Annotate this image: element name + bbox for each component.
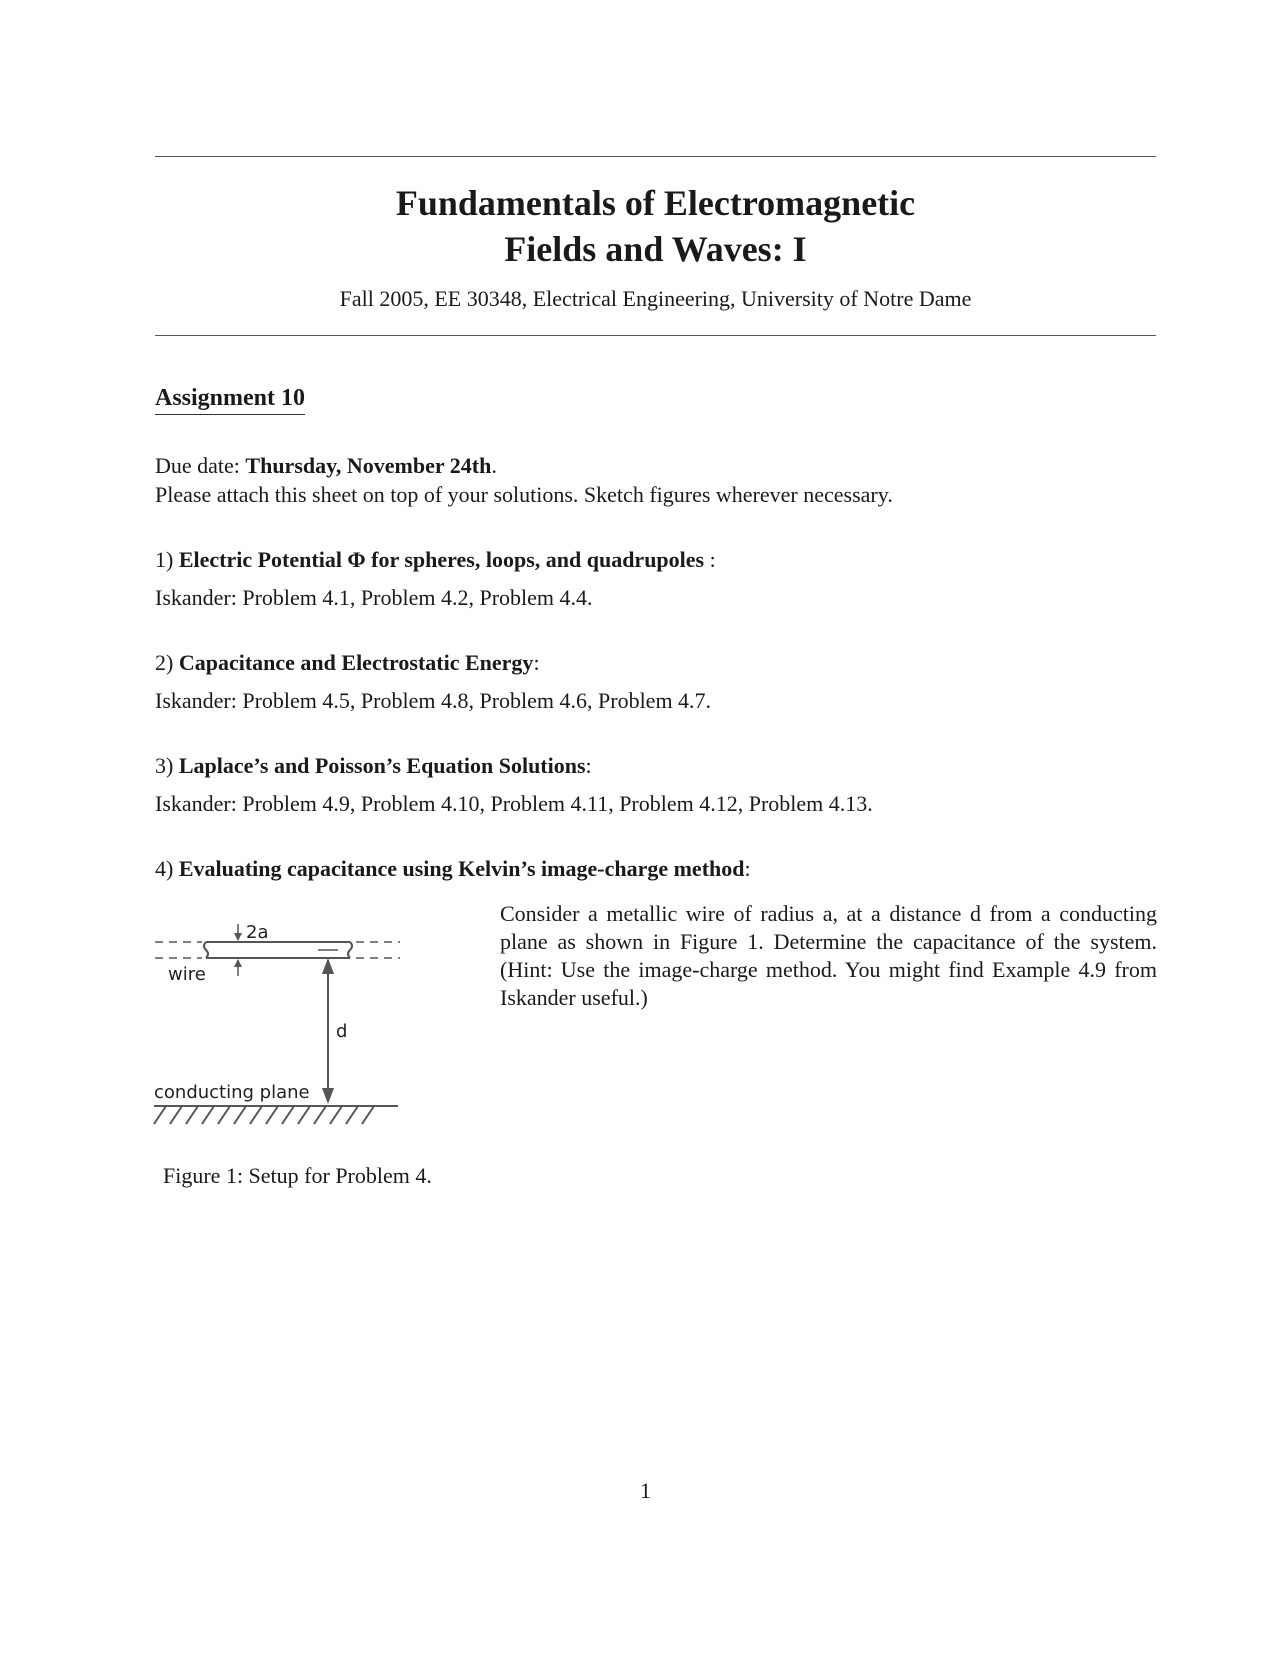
title-line-1: Fundamentals of Electromagnetic [395, 183, 916, 223]
problem-4-title: Evaluating capacitance using Kelvin’s image-charge method [178, 856, 745, 881]
d-arrow-up [322, 958, 334, 974]
d-arrow-down [322, 1088, 334, 1104]
problem-2-body: Iskander: Problem 4.5, Problem 4.8, Problem 4.6, Problem 4.7. [155, 688, 712, 713]
label-2a: 2a [246, 922, 269, 943]
page-title [155, 180, 1156, 272]
label-conducting-plane: conducting plane [154, 1082, 310, 1103]
wire-break-right [348, 942, 352, 958]
title-line-2: Fields and Waves: I [504, 229, 807, 269]
problem-1-number: 1) [155, 547, 179, 572]
problem-4-suffix: : [744, 856, 751, 881]
due-value: Thursday, November 24th [245, 453, 492, 478]
problem-2-heading [155, 650, 540, 676]
due-date-line [155, 453, 497, 479]
problem-1-heading [155, 547, 716, 573]
problem-3-body: Iskander: Problem 4.9, Problem 4.10, Problem 4.11, Problem 4.12, Problem 4.13. [155, 791, 873, 816]
label-wire: wire [168, 964, 206, 985]
assignment-heading: Assignment 10 [155, 385, 305, 415]
instructions: Please attach this sheet on top of your solutions. Sketch figures wherever necessary. [155, 482, 893, 507]
problem-4-heading [155, 856, 751, 882]
problem-1-title: Electric Potential Φ for spheres, loops, and quadrupoles [178, 547, 705, 572]
bottom-rule [155, 335, 1156, 336]
problem-3-title: Laplace’s and Poisson’s Equation Solutions [178, 753, 586, 778]
2a-arrow-bottom-head [234, 959, 242, 967]
problem-2-title: Capacitance and Electrostatic Energy [178, 650, 534, 675]
problem-3-suffix: : [585, 753, 592, 778]
problem-1-body: Iskander: Problem 4.1, Problem 4.2, Problem 4.4. [155, 585, 593, 610]
problem-2-number: 2) [155, 650, 179, 675]
due-suffix: . [491, 453, 497, 478]
label-d: d [336, 1021, 348, 1042]
2a-arrow-top-head [234, 933, 242, 941]
problem-3-number: 3) [155, 753, 179, 778]
problem-4-body: Consider a metallic wire of radius a, at a distance d from a conducting plane as shown in Figure 1. Determine the capacitance of the system. (Hint: Use the image-charge method. You might find Example 4.9 from Iskander useful.) [500, 901, 1157, 1010]
page-number: 1 [640, 1478, 651, 1503]
due-label: Due date: [155, 453, 246, 478]
problem-2-suffix: : [533, 650, 540, 675]
problem-4-number: 4) [155, 856, 179, 881]
top-rule [155, 156, 1156, 157]
course-subtitle: Fall 2005, EE 30348, Electrical Engineering, University of Notre Dame [339, 286, 972, 311]
wire-break-left [204, 942, 208, 958]
problem-3-heading [155, 753, 592, 779]
figure-wire-plane [150, 920, 410, 1140]
problem-1-suffix: : [704, 547, 716, 572]
figure-caption: Figure 1: Setup for Problem 4. [163, 1163, 432, 1188]
plane-hatching [154, 1106, 374, 1124]
